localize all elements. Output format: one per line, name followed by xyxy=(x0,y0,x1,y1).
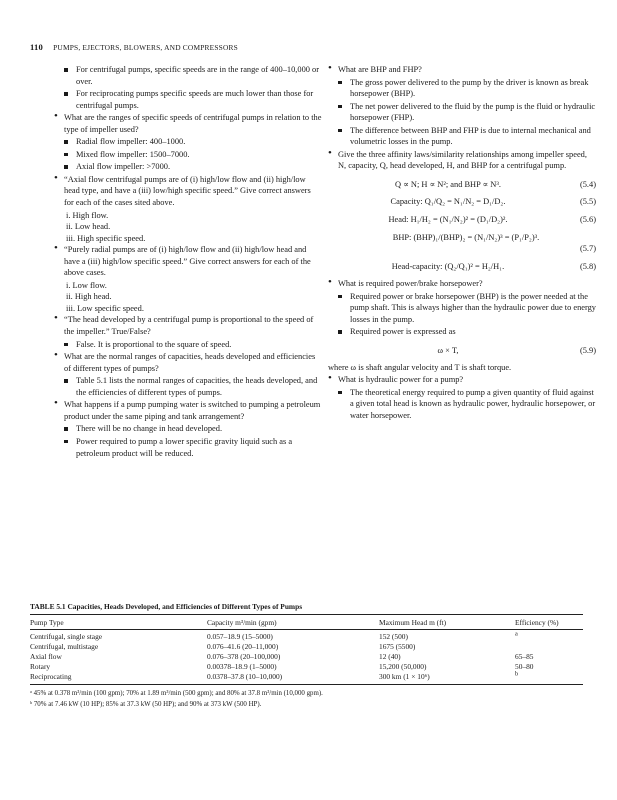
table-cell: 0.00378–18.9 (1–5000) xyxy=(207,662,277,671)
equation-text: Capacity: Q₁/Q₂ = N₁/N₂ = D₁/D₂. xyxy=(390,197,506,207)
question: • What are the ranges of specific speeds of centrifugal pumps in relation to the type of impeller used? xyxy=(54,112,322,135)
left-column xyxy=(54,64,322,460)
equation-number: (5.7) xyxy=(579,244,596,254)
table-cell: Rotary xyxy=(30,662,51,671)
footnote-b: ᵇ 70% at 7.46 kW (10 HP); 85% at 37.3 kW (50 HP); and 90% at 373 kW (500 HP). xyxy=(30,700,262,708)
page-header xyxy=(30,42,238,52)
table-row xyxy=(30,632,583,642)
list-item: False. It is proportional to the square of speed. xyxy=(54,339,322,351)
list-item: There will be no change in head developed. xyxy=(54,423,322,435)
answer-item: i. Low flow. xyxy=(66,280,107,290)
column-header: Pump Type xyxy=(30,618,64,627)
table-cell: 12 (40) xyxy=(379,652,401,661)
list-item: For reciprocating pumps specific speeds are much lower than those for centrifugal pumps. xyxy=(54,88,322,111)
table-cell: Centrifugal, multistage xyxy=(30,642,99,651)
table-cell: 0.0378–37.8 (10–10,000) xyxy=(207,672,283,681)
answer-item: iii. Low specific speed. xyxy=(66,303,144,313)
right-column xyxy=(328,64,596,422)
table-cell xyxy=(515,642,583,652)
equation-5-8 xyxy=(328,261,596,273)
equation-5-4 xyxy=(328,179,596,191)
table-footnotes xyxy=(30,689,583,710)
question: • What happens if a pump pumping water is switched to pumping a petroleum product under the same piping and tank arrangement? xyxy=(54,399,322,422)
question-bhp-fhp: • What are BHP and FHP? xyxy=(328,64,596,76)
table-cell: 152 (500) xyxy=(379,632,408,641)
table-cell: 1675 (5500) xyxy=(379,642,416,651)
table-cell: 0.076–378 (20–100,000) xyxy=(207,652,281,661)
table-cell: 300 km (1 × 10⁶) xyxy=(379,672,430,681)
answer-item: ii. Low head. xyxy=(66,222,111,232)
list-item: The net power delivered to the fluid by the pump is the fluid or hydraulic horsepower (FHP). xyxy=(328,101,596,124)
list-item: Mixed flow impeller: 1500–7000. xyxy=(54,149,322,161)
list-item: For centrifugal pumps, specific speeds are in the range of 400–10,000 or over. xyxy=(54,64,322,87)
question: • What are the normal ranges of capacities, heads developed and efficiencies of different types of pumps? xyxy=(54,351,322,374)
list-item: Required power or brake horsepower (BHP) is the power needed at the pump shaft. This is always higher than the hydraulic power due to energy losses in the pump. xyxy=(328,291,596,326)
table-row xyxy=(30,642,583,652)
table-row xyxy=(30,672,583,682)
table-5-1 xyxy=(30,602,583,710)
equation-text: ω × T, xyxy=(437,345,459,355)
list-item: The theoretical energy required to pump a given quantity of fluid against a given total head is known as hydraulic power, hydraulic horsepower, or water horsepower. xyxy=(328,387,596,422)
table-cell: 50–80 xyxy=(515,662,534,671)
question-hydraulic-power: • What is hydraulic power for a pump? xyxy=(328,374,596,386)
question-required-power: • What is required power/brake horsepower? xyxy=(328,278,596,290)
equation-5-5 xyxy=(328,196,596,208)
table-cell: 65–85 xyxy=(515,652,534,661)
table-cell: Centrifugal, single stage xyxy=(30,632,103,641)
list-item: The gross power delivered to the pump by the driver is known as break horsepower (BHP). xyxy=(328,77,596,100)
page-number: 110 xyxy=(30,42,44,52)
answer-item: iii. High specific speed. xyxy=(66,233,146,243)
table-cell: Axial flow xyxy=(30,652,62,661)
equation-number: (5.6) xyxy=(579,215,596,225)
equation-text: Head-capacity: (Q₂/Q₁)² = H₂/H₁. xyxy=(391,261,505,271)
equation-5-7 xyxy=(328,232,596,244)
answer-item: ii. High head. xyxy=(66,292,112,302)
equation-number: (5.9) xyxy=(579,345,596,355)
list-item: Power required to pump a lower specific gravity liquid such as a petroleum product will be reduced. xyxy=(54,436,322,459)
equation-text: Q ∝ N; H ∝ N²; and BHP ∝ N³. xyxy=(395,179,501,189)
list-item: The difference between BHP and FHP is due to internal mechanical and volumetric losses in the pump. xyxy=(328,125,596,148)
list-item: Table 5.1 lists the normal ranges of capacities, the heads developed, and the efficiencies of different types of pumps. xyxy=(54,375,322,398)
table-cell: b xyxy=(515,670,519,678)
table-cell: 0.057–18.9 (15–5000) xyxy=(207,632,273,641)
equation-text: BHP: (BHP)₁/(BHP)₂ = (N₁/N₂)³ = (P₁/P₂)³. xyxy=(392,232,540,242)
question-affinity-laws: • Give the three affinity laws/similarity relationships among impeller speed, N, capacity, Q, head developed, H, and BHP for a centrifugal pump. xyxy=(328,149,596,172)
equation-number: (5.5) xyxy=(579,197,596,207)
table-cell: Reciprocating xyxy=(30,672,72,681)
list-item: Required power is expressed as xyxy=(328,326,596,338)
equation-number: (5.4) xyxy=(579,179,596,189)
question: • “Purely radial pumps are of (i) high/low flow and (ii) high/low head and have a (iii) high/low specific speed.” Give correct answers for each of the above cases. xyxy=(54,244,322,279)
list-item: Radial flow impeller: 400–1000. xyxy=(54,136,322,148)
column-header: Efficiency (%) xyxy=(515,618,559,627)
equation-number: (5.8) xyxy=(579,261,596,271)
table-row xyxy=(30,652,583,662)
answer-item: i. High flow. xyxy=(66,210,109,220)
column-header: Capacity m³/min (gpm) xyxy=(207,618,277,627)
equation-5-6 xyxy=(328,214,596,226)
table-caption: TABLE 5.1 Capacities, Heads Developed, and Efficiencies of Different Types of Pumps xyxy=(30,602,303,611)
equation-5-9 xyxy=(328,345,596,357)
equation-note: where ω is shaft angular velocity and T is shaft torque. xyxy=(328,363,512,373)
column-header: Maximum Head m (ft) xyxy=(379,618,447,627)
footnote-a: ᵃ 45% at 0.378 m³/min (100 gpm); 70% at 1.89 m³/min (500 gpm); and 80% at 37.8 m³/min (10,000 gpm). xyxy=(30,690,323,697)
table-row xyxy=(30,662,583,672)
running-title: PUMPS, EJECTORS, BLOWERS, AND COMPRESSORS xyxy=(53,43,238,52)
equation-text: Head: H₁/H₂ = (N₁/N₂)² = (D₁/D₂)². xyxy=(388,215,508,225)
question: • “Axial flow centrifugal pumps are of (i) high/low flow and (ii) high/low head type, and have a (iii) low/high specific speed.” Give correct answers for each of the cases sited above. xyxy=(54,174,322,209)
table-cell: 15,200 (50,000) xyxy=(379,662,427,671)
list-item: Axial flow impeller: >7000. xyxy=(54,161,322,173)
table-header-row xyxy=(30,615,583,629)
question: • “The head developed by a centrifugal pump is proportional to the speed of the impeller.” True/False? xyxy=(54,314,322,337)
table-cell: 0.076–41.6 (20–11,000) xyxy=(207,642,279,651)
table-cell: a xyxy=(515,630,518,638)
